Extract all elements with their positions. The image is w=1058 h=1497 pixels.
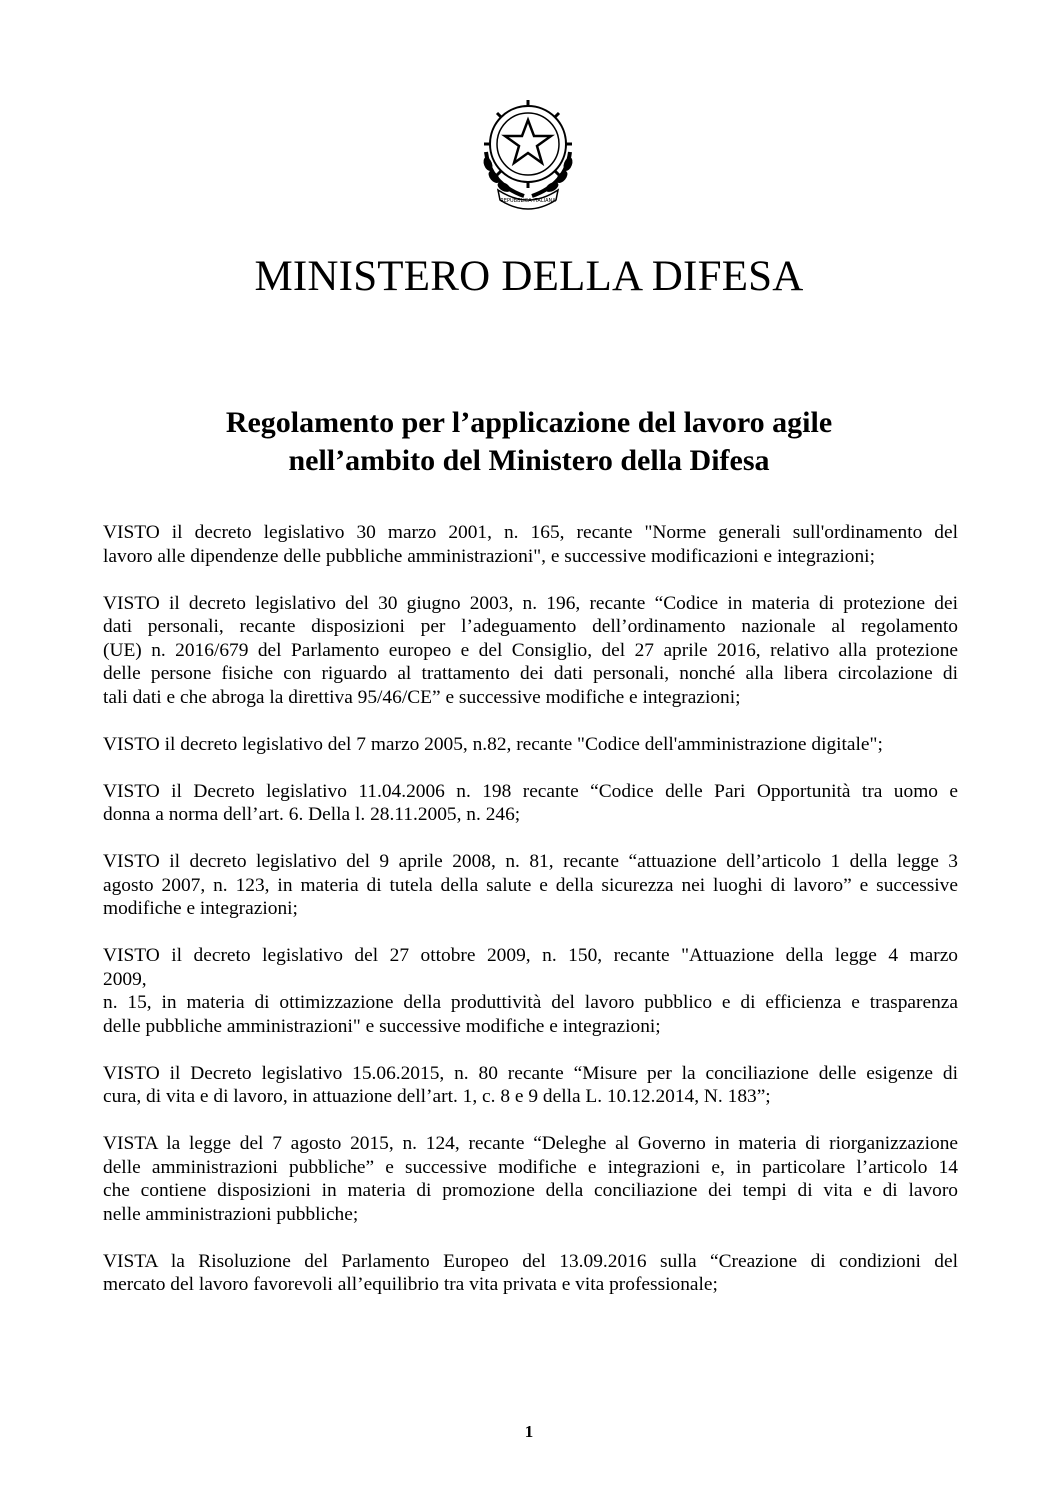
paragraph-line: 2009, xyxy=(103,968,147,990)
paragraph xyxy=(103,944,958,1038)
paragraph xyxy=(103,1062,958,1109)
paragraph-line: delle amministrazioni pubbliche” e successive modifiche e integrazioni e, in particolare l’articolo 14 xyxy=(103,1156,958,1178)
paragraph-line: nelle amministrazioni pubbliche; xyxy=(103,1203,359,1225)
paragraph-line: VISTO il decreto legislativo del 30 giugno 2003, n. 196, recante “Codice in materia di protezione dei xyxy=(103,592,958,614)
emblem-of-italy-icon xyxy=(472,92,584,210)
paragraph-line: VISTO il decreto legislativo del 7 marzo 2005, n.82, recante "Codice dell'amministrazione digitale"; xyxy=(103,733,883,755)
title-line-2: nell’ambito del Ministero della Difesa xyxy=(288,444,770,477)
paragraph-line: agosto 2007, n. 123, in materia di tutela della salute e della sicurezza nei luoghi di lavoro” e successive xyxy=(103,874,958,896)
paragraph-line: cura, di vita e di lavoro, in attuazione dell’art. 1, c. 8 e 9 della L. 10.12.2014, N. 183”; xyxy=(103,1086,771,1107)
paragraph-line: modifiche e integrazioni; xyxy=(103,898,298,919)
paragraph xyxy=(103,592,958,710)
emblem-ribbon-text: REPUBBLICA ITALIANA xyxy=(500,198,556,204)
paragraph-line: VISTO il decreto legislativo del 9 aprile 2008, n. 81, recante “attuazione dell’articolo 1 della legge 3 xyxy=(103,851,958,872)
paragraph-line: che contiene disposizioni in materia di promozione della conciliazione dei tempi di vita e di lavoro xyxy=(103,1180,958,1201)
paragraph-line: lavoro alle dipendenze delle pubbliche amministrazioni", e successive modificazioni e integrazioni; xyxy=(103,545,875,567)
paragraph-line: VISTA la Risoluzione del Parlamento Europeo del 13.09.2016 sulla “Creazione di condizioni del xyxy=(103,1250,958,1272)
paragraph-line: VISTO il Decreto legislativo 11.04.2006 n. 198 recante “Codice delle Pari Opportunità tra uomo e xyxy=(103,780,958,802)
paragraph-line: dati personali, recante disposizioni per l’adeguamento dell’ordinamento nazionale al regolamento xyxy=(103,616,958,637)
paragraph xyxy=(103,733,958,757)
paragraph-line: VISTO il Decreto legislativo 15.06.2015, n. 80 recante “Misure per la conciliazione delle esigenze di xyxy=(103,1062,958,1084)
paragraph-line: VISTA la legge del 7 agosto 2015, n. 124, recante “Deleghe al Governo in materia di riorganizzazione xyxy=(103,1133,958,1154)
paragraph-line: delle pubbliche amministrazioni" e successive modifiche e integrazioni; xyxy=(103,1015,661,1037)
page-number: 1 xyxy=(524,1422,534,1441)
document-body xyxy=(103,521,958,1320)
paragraph-line: delle persone fisiche con riguardo al trattamento dei dati personali, nonché alla libera circolazione di xyxy=(103,663,958,684)
paragraph xyxy=(103,850,958,921)
paragraph-line: (UE) n. 2016/679 del Parlamento europeo e del Consiglio, del 27 aprile 2016, relativo alla protezione xyxy=(103,639,958,661)
paragraph-line: VISTO il decreto legislativo 30 marzo 2001, n. 165, recante "Norme generali sull'ordinamento del xyxy=(103,522,958,543)
paragraph xyxy=(103,521,958,568)
paragraph xyxy=(103,1132,958,1226)
paragraph-line: mercato del lavoro favorevoli all’equilibrio tra vita privata e vita professionale; xyxy=(103,1274,718,1295)
paragraph xyxy=(103,780,958,827)
title-line-1: Regolamento per l’applicazione del lavoro agile xyxy=(225,406,833,439)
paragraph xyxy=(103,1250,958,1297)
ministry-heading: MINISTERO DELLA DIFESA xyxy=(254,253,804,300)
paragraph-line: tali dati e che abroga la direttiva 95/46/CE” e successive modifiche e integrazioni; xyxy=(103,686,741,708)
paragraph-line: donna a norma dell’art. 6. Della l. 28.11.2005, n. 246; xyxy=(103,804,521,825)
paragraph-line: VISTO il decreto legislativo del 27 ottobre 2009, n. 150, recante "Attuazione della legge 4 marzo xyxy=(103,945,958,966)
paragraph-line: n. 15, in materia di ottimizzazione della produttività del lavoro pubblico e di efficienza e trasparenza xyxy=(103,992,958,1013)
document-title xyxy=(0,404,1058,480)
